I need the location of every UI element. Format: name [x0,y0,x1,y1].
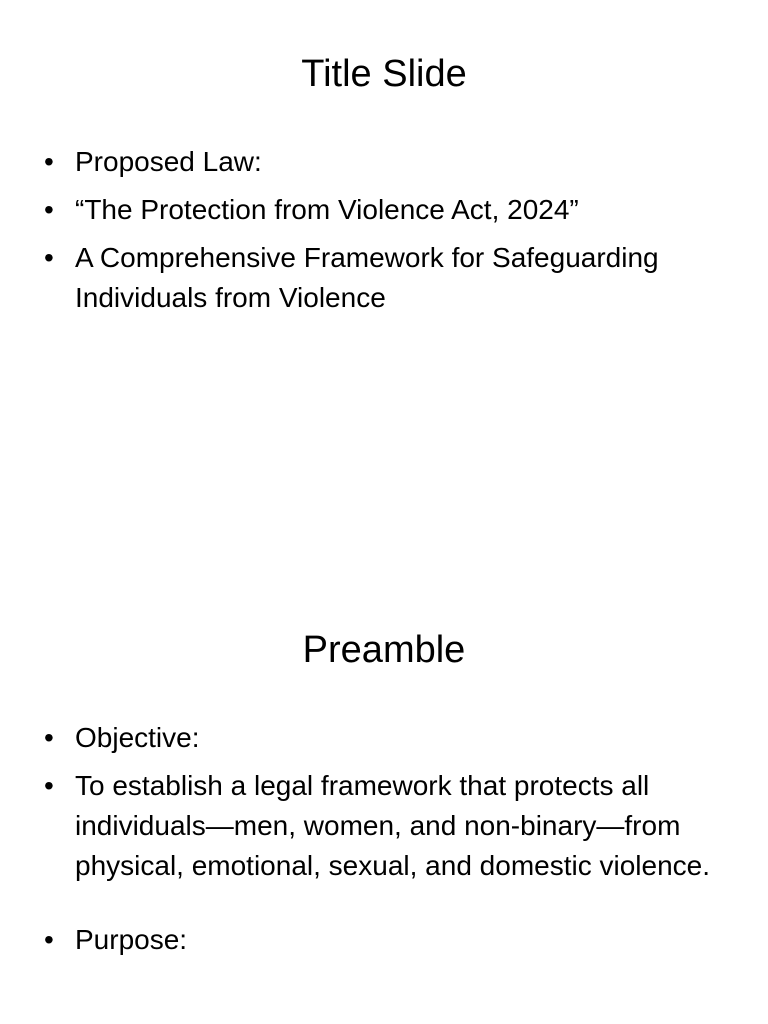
bullet-icon: • [44,722,54,753]
bullet-item [0,920,768,960]
bullet-text: “The Protection from Violence Act, 2024” [75,194,579,225]
bullet-icon: • [44,146,54,177]
slide-title: Preamble [302,629,466,671]
bullet-item [0,238,768,318]
bullet-item [0,718,768,758]
bullet-icon: • [44,194,54,225]
bullet-item [0,766,768,886]
bullet-text: Purpose: [75,924,188,955]
bullet-icon: • [44,242,54,273]
bullet-icon: • [44,924,54,955]
slide-preamble [0,576,768,1024]
bullet-list [0,142,768,326]
bullet-text: Objective: [75,722,200,753]
slide-title: Title Slide [301,53,467,95]
bullet-item [0,142,768,182]
bullet-list [0,718,768,968]
bullet-text: A Comprehensive Framework for Safeguarding Individuals from Violence [75,242,659,313]
bullet-item [0,190,768,230]
bullet-icon: • [44,770,54,801]
bullet-text: To establish a legal framework that protects all individuals—men, women, and non-binary—from physical, emotional, sexual, and domestic violence. [75,770,711,881]
bullet-text: Proposed Law: [75,146,262,177]
